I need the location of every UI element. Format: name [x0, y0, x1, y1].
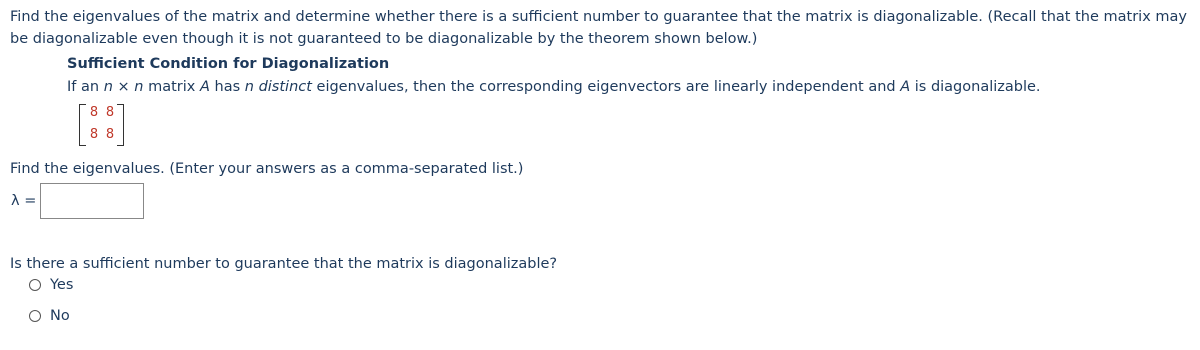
- diagonalizable-question: Is there a sufficient number to guarantee that the matrix is diagonalizable?: [10, 256, 558, 272]
- option-no[interactable]: [29, 308, 70, 324]
- matrix-right-bracket: [117, 104, 124, 146]
- option-yes-label: Yes: [50, 277, 74, 293]
- matrix: [79, 104, 151, 146]
- eigenvalue-prompt: Find the eigenvalues. (Enter your answers as a comma-separated list.): [10, 161, 524, 177]
- matrix-entry-r1c1: 8: [89, 105, 99, 120]
- matrix-entry-r2c2: 8: [105, 127, 115, 142]
- radio-no[interactable]: [29, 310, 41, 322]
- matrix-entry-r1c2: 8: [105, 105, 115, 120]
- option-no-label: No: [50, 308, 70, 324]
- lambda-label: λ =: [11, 193, 37, 209]
- theorem-title: Sufficient Condition for Diagonalization: [67, 56, 390, 72]
- matrix-left-bracket: [79, 104, 86, 146]
- question-intro: Find the eigenvalues of the matrix and determine whether there is a sufficient number to guarantee that the matrix is diagonalizable. (Recall that the matrix may be diagonalizable even though it is not guaranteed to be diagonalizable by the theorem shown below.): [10, 9, 1187, 47]
- theorem-body: If an n × n matrix A has n distinct eigenvalues, then the corresponding eigenvectors are linearly independent and A is diagonalizable.: [67, 79, 1041, 95]
- matrix-entry-r2c1: 8: [89, 127, 99, 142]
- radio-yes[interactable]: [29, 279, 41, 291]
- option-yes[interactable]: [29, 277, 73, 293]
- eigenvalue-answer-input[interactable]: [40, 183, 144, 219]
